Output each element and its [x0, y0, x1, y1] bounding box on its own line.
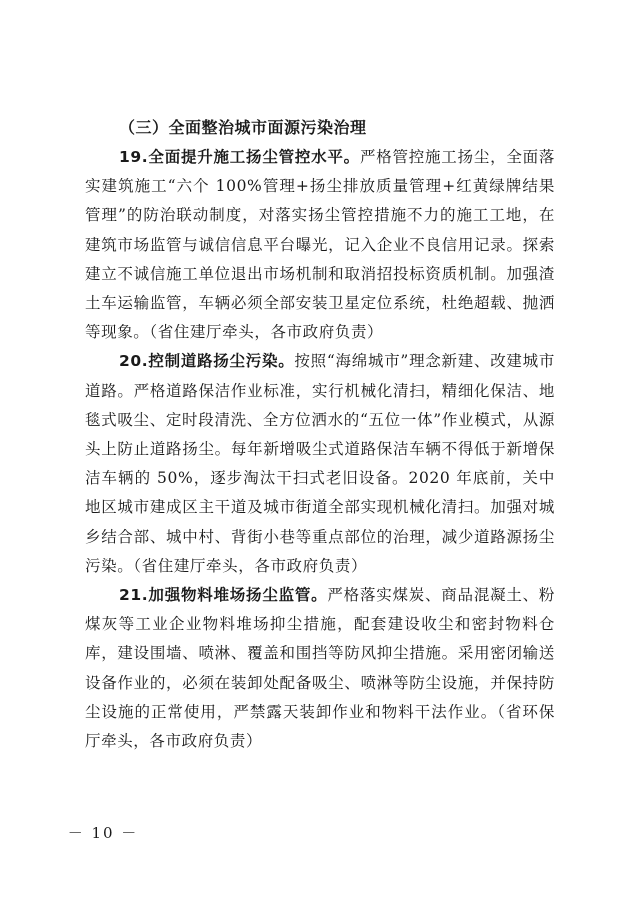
- item-21-title: 21.加强物料堆场扬尘监管。: [119, 586, 328, 605]
- page-content: [85, 113, 555, 756]
- item-20-title: 20.控制道路扬尘污染。: [119, 352, 295, 371]
- page-number: － 10 －: [67, 824, 139, 842]
- item-21-body: 严格落实煤炭、商品混凝土、粉煤灰等工业企业物料堆场抑尘措施，配套建设收尘和密封物料仓库，建设围墙、喷淋、覆盖和围挡等防风抑尘措施。采用密闭输送设备作业的，必须在装卸处配备吸尘、喷淋等防尘设施，并保持防尘设施的正常使用，严禁露天装卸作业和物料干法作业。（省环保厅牵头，各市政府负责）: [85, 586, 556, 751]
- item-19-body: 严格管控施工扬尘，全面落实建筑施工“六个 100%管理+扬尘排放质量管理+红黄绿牌结果管理”的防治联动制度，对落实扬尘管控措施不力的施工工地，在建筑市场监管与诚信信息平台曝光，记入企业不良信用记录。探索建立不诚信施工单位退出市场机制和取消招投标资质机制。加强渣土车运输监管，车辆必须全部安装卫星定位系统，杜绝超载、抛洒等现象。（省住建厅牵头，各市政府负责）: [85, 148, 556, 342]
- section-heading: （三）全面整治城市面源污染治理: [119, 118, 367, 137]
- item-19-title: 19.全面提升施工扬尘管控水平。: [119, 148, 360, 166]
- paragraph-item-20: [85, 347, 555, 581]
- paragraph-item-21: [85, 581, 555, 756]
- item-20-body: 按照“海绵城市”理念新建、改建城市道路。严格道路保洁作业标准，实行机械化清扫，精细化保洁、地毯式吸尘、定时段清洗、全方位洒水的“五位一体”作业模式，从源头上防止道路扬尘。每年新增吸尘式道路保洁车辆不得低于新增保洁车辆的 50%，逐步淘汰干扫式老旧设备。2020 年底前，关中地区城市建成区主干道及城市街道全部实现机械化清扫。加强对城乡结合部、城中村、背街小巷等重点部位的治理，减少道路源扬尘污染。（省住建厅牵头，各市政府负责）: [85, 352, 555, 575]
- paragraph-item-19: [85, 143, 555, 347]
